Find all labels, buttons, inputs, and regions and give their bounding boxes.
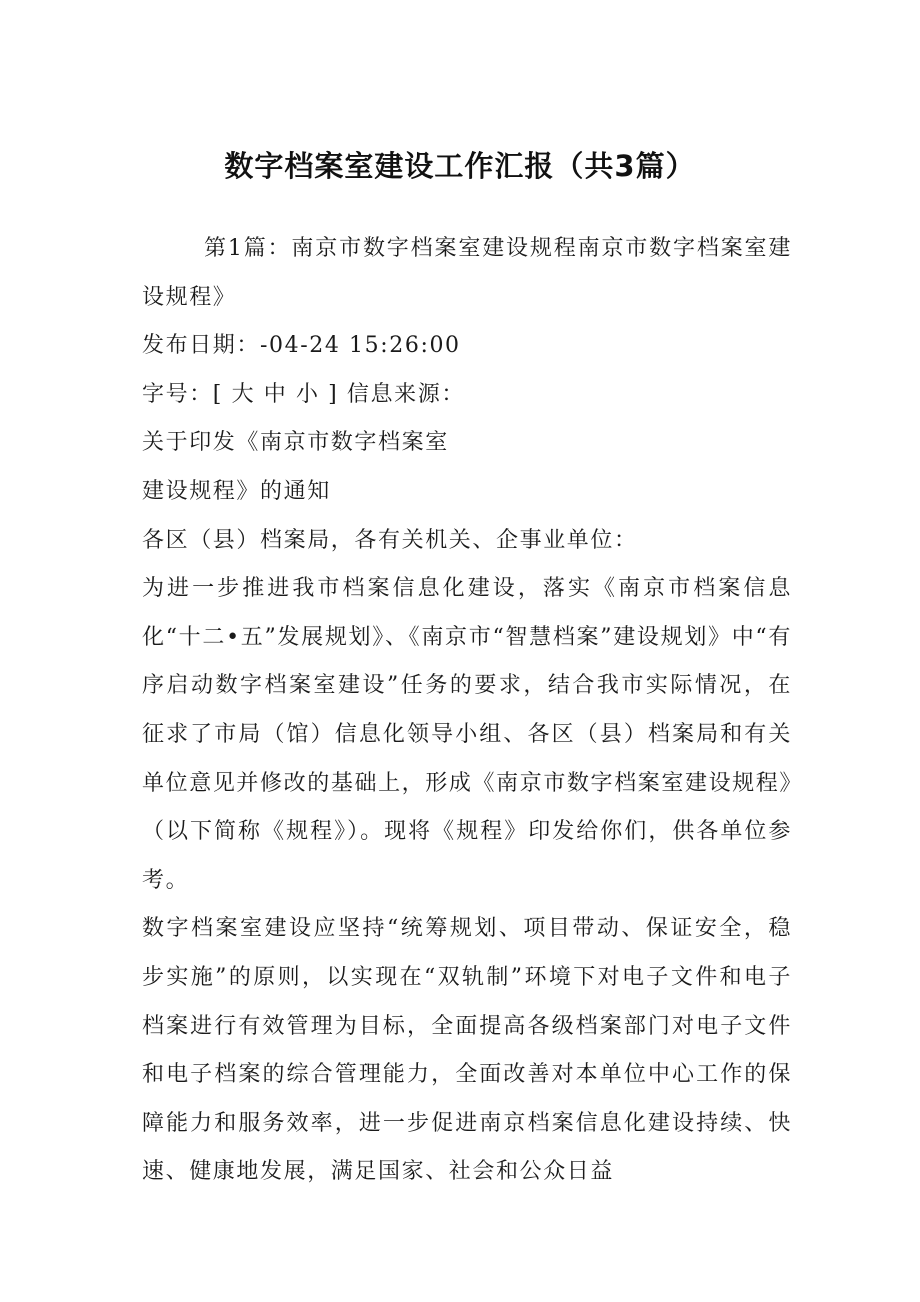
paragraph-publish-date: 发布日期：-04-24 15:26:00 [142, 333, 461, 359]
paragraph-notice-title-line2: 建设规程》的通知 [142, 478, 331, 504]
paragraph-addressee: 各区（县）档案局，各有关机关、企事业单位： [142, 527, 638, 553]
paragraph-notice-title-line1: 关于印发《南京市数字档案室 [142, 430, 449, 456]
paragraph-article-heading: 第1篇：南京市数字档案室建设规程南京市数字档案室建设规程》 [142, 236, 792, 310]
paragraph-font-size-source: 字号：[ 大 中 小 ] 信息来源： [142, 381, 465, 407]
document-body [142, 225, 792, 1197]
paragraph-notice-body: 为进一步推进我市档案信息化建设，落实《南京市档案信息化“十二•五”发展规划》、《南京市“智慧档案”建设规划》中“有序启动数字档案室建设”任务的要求，结合我市实际情况，在征求了市局（馆）信息化领导小组、各区（县）档案局和有关单位意见并修改的基础上，形成《南京市数字档案室建设规程》（以下简称《规程》）。现将《规程》印发给你们，供各单位参考。 [142, 576, 792, 893]
paragraph-principles: 数字档案室建设应坚持“统筹规划、项目带动、保证安全，稳步实施”的原则，以实现在“双轨制”环境下对电子文件和电子档案进行有效管理为目标，全面提高各级档案部门对电子文件和电子档案的综合管理能力，全面改善对本单位中心工作的保障能力和服务效率，进一步促进南京档案信息化建设持续、快速、健康地发展，满足国家、社会和公众日益 [142, 916, 792, 1185]
document-title: 数字档案室建设工作汇报（共3篇） [224, 149, 696, 183]
